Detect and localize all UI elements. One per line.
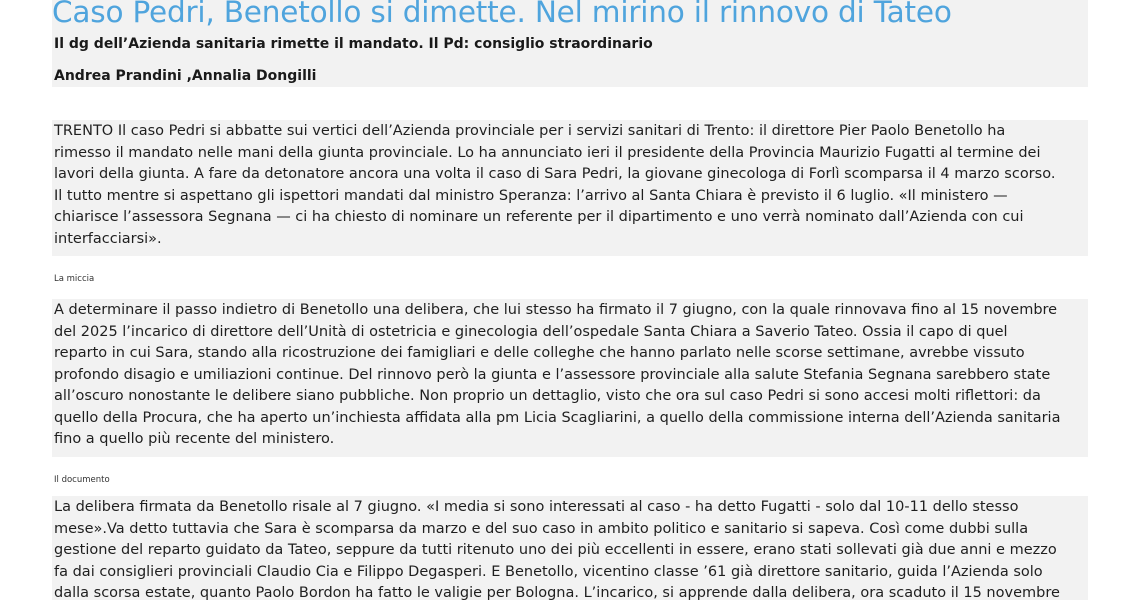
article-paragraph-1: TRENTO Il caso Pedri si abbatte sui vertici dell’Azienda provinciale per i servizi sanitari di Trento: il direttore Pier Paolo Benetollo ha rimesso il mandato nelle mani della giunta provinciale. Lo ha annunciato ieri il presidente della Provincia Maurizio Fugatti al termine dei lavori della giunta. A fare da detonatore ancora una volta il caso di Sara Pedri, la giovane ginecologa di Forlì scomparsa il 4 marzo scorso. Il tutto mentre si aspettano gli ispettori mandati dal ministro Speranza: l’arrivo al Santa Chiara è previsto il 6 luglio. «Il ministero — chiarisce l’assessora Segnana — ci ha chiesto di nominare un referente per il dipartimento e uno verrà nominato dall’Azienda con cui interfacciarsi». — [54, 123, 1056, 247]
section-label-la-miccia: La miccia — [54, 274, 95, 284]
article-paragraph-3: La delibera firmata da Benetollo risale al 7 giugno. «I media si sono interessati al caso - ha detto Fugatti - solo dal 10-11 dello stesso mese».Va detto tuttavia che Sara è scomparsa da marzo e del suo caso in ambito politico e sanitario si sapeva. Così come dubbi sulla gestione del reparto guidato da Tateo, seppure da tutti ritenuto uno dei più eccellenti in essere, erano stati sollevati già due anni e mezzo fa dai consiglieri provinciali Claudio Cia e Filippo Degasperi. E Benetollo, vicentino classe ’61 già direttore sanitario, guida l’Azienda solo dalla scorsa estate, quanto Paolo Bordon ha fatto le valigie per Bologna. L’incarico, si apprende dalla delibera, ora scaduto il 15 novembre — [54, 499, 1060, 600]
article-paragraph-2: A determinare il passo indietro di Benetollo una delibera, che lui stesso ha firmato il 7 giugno, con la quale rinnovava fino al 15 novembre del 2025 l’incarico di direttore dell’Unità di ostetricia e ginecologia dell’ospedale Santa Chiara a Saverio Tateo. Ossia il capo di quel reparto in cui Sara, stando alla ricostruzione dei famigliari e delle colleghe che hanno parlato nelle scorse settimane, avrebbe vissuto profondo disagio e umiliazioni continue. Del rinnovo però la giunta e l’assessore provinciale alla salute Stefania Segnana sarebbero state all’oscuro nonostante le delibere siano pubbliche. Non proprio un dettaglio, visto che ora sul caso Pedri si sono accesi molti riflettori: da quello della Procura, che ha aperto un’inchiesta affidata alla pm Licia Scagliarini, a quello della commissione interna dell’Azienda sanitaria fino a quello più recente del ministero. — [54, 302, 1061, 447]
article-subtitle: Il dg dell’Azienda sanitaria rimette il mandato. Il Pd: consiglio straordinario — [54, 36, 653, 52]
article-authors: Andrea Prandini ,Annalia Dongilli — [54, 68, 317, 84]
article-headline: Caso Pedri, Benetollo si dimette. Nel mirino il rinnovo di Tateo — [52, 0, 952, 29]
section-label-il-documento: Il documento — [54, 475, 110, 485]
